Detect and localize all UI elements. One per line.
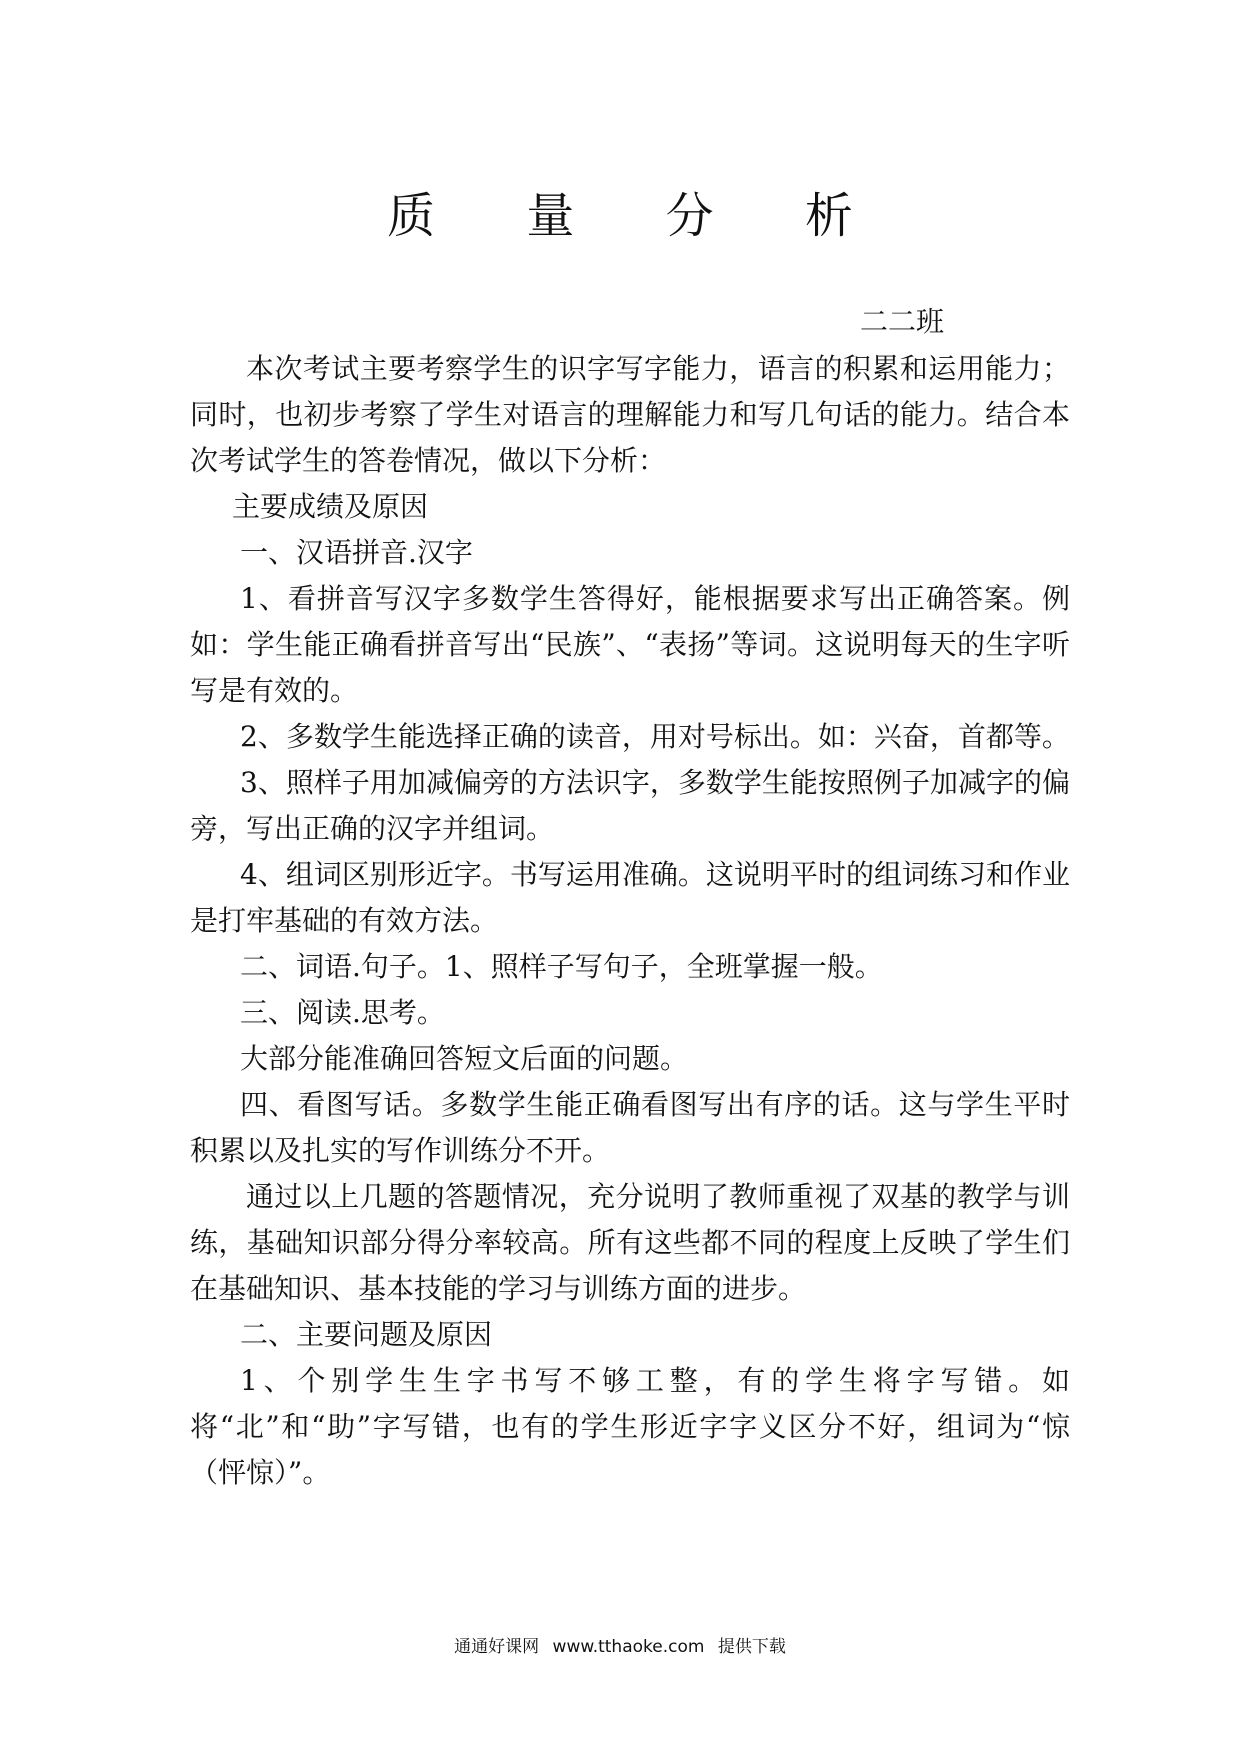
paragraph-intro: 本次考试主要考察学生的识字写字能力，语言的积累和运用能力；同时，也初步考察了学生对语言的理解能力和写几句话的能力。结合本次考试学生的答卷情况，做以下分析：	[190, 352, 1070, 477]
document-title: 质 量 分 析	[387, 188, 891, 244]
paragraph-item-3: 3、照样子用加减偏旁的方法识字，多数学生能按照例子加减字的偏旁，写出正确的汉字并组词。	[190, 766, 1070, 845]
paragraph-item-2: 2、多数学生能选择正确的读音，用对号标出。如：兴奋，首都等。	[240, 720, 1070, 753]
paragraph-item-4: 4、组词区别形近字。书写运用准确。这说明平时的组词练习和作业是打牢基础的有效方法。	[190, 858, 1070, 937]
page-footer	[0, 1634, 1240, 1660]
paragraph-item-1: 1、看拼音写汉字多数学生答得好，能根据要求写出正确答案。例如：学生能正确看拼音写出“民族”、“表扬”等词。这说明每天的生字听写是有效的。	[190, 582, 1070, 707]
heading-achievements: 主要成绩及原因	[232, 490, 429, 523]
footer-note: 提供下载	[717, 1637, 786, 1657]
class-name: 二二班	[860, 305, 945, 338]
paragraph-problem-1: 1、个别学生生字书写不够工整，有的学生将字写错。如将“北”和“助”字写错，也有的学生形近字字义区分不好，组词为“惊（怦惊）”。	[190, 1364, 1070, 1489]
heading-pinyin: 一、汉语拼音.汉字	[240, 536, 473, 569]
heading-reading: 三、阅读.思考。	[240, 996, 445, 1029]
paragraph-summary: 通过以上几题的答题情况，充分说明了教师重视了双基的教学与训练，基础知识部分得分率较高。所有这些都不同的程度上反映了学生们在基础知识、基本技能的学习与训练方面的进步。	[190, 1180, 1070, 1305]
document-body	[190, 346, 1070, 1496]
paragraph-reading: 大部分能准确回答短文后面的问题。	[240, 1042, 689, 1075]
heading-words-sentences: 二、词语.句子。1、照样子写句子，全班掌握一般。	[240, 950, 883, 983]
footer-url: www.tthaoke.com	[552, 1637, 705, 1657]
paragraph-picture-writing: 四、看图写话。多数学生能正确看图写出有序的话。这与学生平时积累以及扎实的写作训练分不开。	[190, 1088, 1070, 1167]
heading-problems: 二、主要问题及原因	[240, 1318, 493, 1351]
footer-site-name: 通通好课网	[454, 1637, 540, 1657]
